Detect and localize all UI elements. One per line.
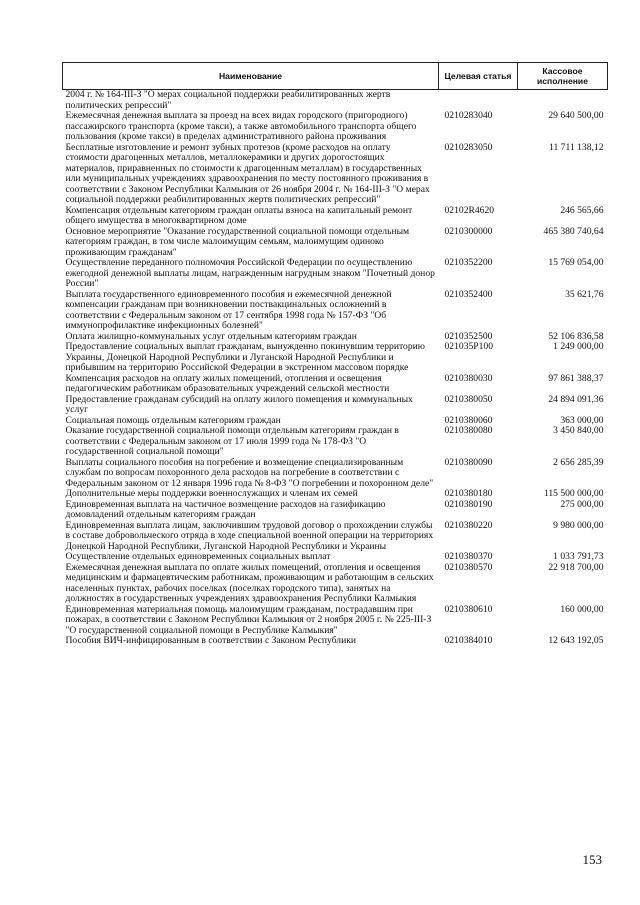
row-sum-cell: 363 000,00 [560, 414, 604, 426]
row-code-cell: 021035P100 [444, 341, 494, 352]
row-code-cell: 0210352200 [444, 257, 493, 268]
row-code-cell: 0210380370 [444, 551, 493, 562]
row-code-cell: 0210380060 [444, 414, 493, 426]
row-code-cell: 0210283050 [444, 141, 493, 153]
table-row [63, 500, 608, 521]
row-sum-cell [518, 90, 608, 112]
table-row [63, 90, 608, 112]
row-name-cell: Пособия ВИЧ-инфицированным в соответствии с Законом Республики [65, 635, 357, 646]
row-sum-cell: 12 643 192,05 [548, 635, 604, 646]
row-sum-cell: 115 500 000,00 [543, 488, 604, 499]
row-name-cell: Предоставление гражданам субсидий на оплату жилого помещения и коммунальных услуг [65, 393, 413, 415]
row-code-cell: 0210352400 [444, 288, 493, 300]
table-row [63, 426, 608, 458]
table-row [63, 605, 608, 637]
table-row [63, 111, 608, 143]
table-row [63, 227, 608, 259]
table-row [63, 489, 608, 500]
row-name-cell: Основное мероприятие "Оказание государственной социальной помощи отдельным категориям граждан, в том числе малоимущим семьям, малоимущим одиноко проживающим гражданам" [65, 225, 410, 258]
row-sum-cell: 15 769 054,00 [548, 257, 604, 268]
row-sum-cell: 52 106 836,58 [548, 330, 604, 342]
row-code-cell: 0210380220 [444, 519, 493, 531]
row-sum-cell: 29 640 500,00 [548, 110, 604, 121]
column-header-sum: Кассовое исполнение [518, 63, 608, 90]
row-code-cell [439, 90, 518, 112]
page-number: 153 [582, 852, 602, 867]
row-code-cell: 0210300000 [444, 225, 493, 237]
row-code-cell: 0210380190 [444, 498, 493, 510]
row-name-cell: Выплаты социального пособия на погребение и возмещение специализированным службам по вопросам похоронного дела расходов на погребение в соответствии с Федеральным законом от 12 января 1996 года № 8-ФЗ "О погребении и похоронном деле" [65, 456, 434, 489]
row-code-cell: 0210380180 [444, 488, 493, 499]
table-row [63, 258, 608, 290]
row-name-cell: Выплата государственного единовременного пособия и ежемесячной денежной компенсации гражданам при возникновении поствакцинальных осложнений в соответствии с Федеральным законом от 17 сентября 1998 года № 157-ФЗ "Об иммунопрофилактике инфекционных болезней" [65, 288, 392, 331]
row-name-cell: Социальная помощь отдельным категориям граждан [65, 414, 281, 426]
row-name-cell: Ежемесячная денежная выплата за проезд на всех видах городского (пригородного) пассажирского транспорта (кроме такси), а также автомобильного транспорта общего пользования (кроме такси) в пределах административного района проживания [65, 110, 417, 142]
row-name-cell: Компенсация расходов на оплату жилых помещений, отопления и освещения педагогическим работникам образовательных учреждений сельской местности [65, 372, 390, 394]
row-code-cell: 0210380030 [444, 372, 493, 384]
row-sum-cell: 24 894 091,36 [548, 393, 604, 405]
row-sum-cell: 3 450 840,00 [553, 425, 604, 436]
table-row [63, 395, 608, 416]
row-sum-cell: 1 033 791,73 [553, 551, 604, 562]
row-sum-cell: 1 249 000,00 [553, 341, 604, 352]
row-name-cell: Ежемесячная денежная выплата по оплате жилых помещений, отопления и освещения медицинским и фармацевтическим работникам, проживающим и работающим в сельских населенных пунктах, рабочих поселках (поселках городского типа), занятых на должностях в государственных учреждениях здравоохранения Республики Калмыкия [65, 561, 434, 604]
row-name-cell: Осуществление переданного полномочия Российской Федерации по осуществлению ежегодной денежной выплаты лицам, награжденным нагрудным знаком "Почетный донор России" [65, 257, 435, 289]
row-name-cell: Единовременная выплата лицам, заключившим трудовой договор о прохождении службы в составе добровольческого отряда в ходе специальной военной операции на территориях Донецкой Народной Республики, Луганской Народной Республики и Украины [65, 519, 434, 552]
document-page [62, 62, 607, 647]
row-sum-cell: 35 621,76 [565, 288, 604, 300]
row-sum-cell: 97 861 388,37 [548, 372, 604, 384]
row-code-cell: 0210380090 [444, 456, 493, 468]
row-name-cell: 2004 г. № 164-III-З "О мерах социальной поддержки реабилитированных жертв политических репрессий" [65, 89, 391, 111]
table-body [63, 90, 608, 647]
table-row [63, 636, 608, 647]
row-sum-cell: 9 980 000,00 [553, 519, 604, 531]
table-row [63, 290, 608, 332]
table-row [63, 342, 608, 374]
row-name-cell: Единовременная выплата на частичное возмещение расходов на газификацию домовладений отдельным категориям граждан [65, 498, 386, 520]
row-code-cell: 0210380080 [444, 425, 493, 436]
table-row [63, 374, 608, 395]
row-name-cell: Оплата жилищно-коммунальных услуг отдельным категориям граждан [65, 330, 357, 342]
table-row [63, 552, 608, 563]
row-sum-cell: 465 380 740,64 [543, 225, 604, 237]
budget-table [62, 62, 608, 647]
row-name-cell: Бесплатные изготовление и ремонт зубных протезов (кроме расходов на оплату стоимости драгоценных металлов, металлокерамики и других дорогостоящих материалов, приравненных по стоимости к драгоценным металлам) в государственных или муниципальных учреждениях здравоохранения по месту постоянного проживания в соответствии с Законом Республики Калмыкия от 26 ноября 2004 г. № 164-III-З "О мерах социальной поддержки реабилитированных жертв политических репрессий" [65, 141, 430, 205]
row-code-cell: 0210380610 [444, 603, 493, 615]
table-header-row [63, 63, 608, 90]
table-row [63, 563, 608, 605]
row-sum-cell: 275 000,00 [560, 498, 604, 510]
row-code-cell: 02102R4620 [444, 204, 495, 216]
column-header-code: Целевая статья [439, 63, 518, 90]
row-sum-cell: 160 000,00 [560, 603, 604, 615]
table-row [63, 143, 608, 206]
row-name-cell: Осуществление отдельных единовременных социальных выплат [65, 551, 331, 562]
row-code-cell: 0210384010 [444, 635, 493, 646]
row-sum-cell: 246 565,66 [560, 204, 604, 216]
row-sum-cell: 2 656 285,39 [553, 456, 604, 468]
row-code-cell: 0210352500 [444, 330, 493, 342]
table-row [63, 521, 608, 553]
row-code-cell: 0210283040 [444, 110, 493, 121]
row-sum-cell: 11 711 138,12 [549, 141, 604, 153]
row-name-cell: Компенсация отдельным категориям граждан оплаты взноса на капитальный ремонт общего имущества в многоквартирном доме [65, 204, 413, 226]
row-name-cell: Дополнительные меры поддержки военнослужащих и членам их семей [65, 488, 358, 499]
row-name-cell: Единовременная материальная помощь малоимущим гражданам, пострадавшим при пожарах, в соответствии с Законом Республики Калмыкия от 2 ноября 2005 г. № 225-III-З "О государственной социальной помощи в Республике Калмыкия" [65, 603, 432, 636]
table-row [63, 458, 608, 490]
row-code-cell: 0210380050 [444, 393, 493, 405]
row-code-cell: 0210380570 [444, 561, 493, 573]
row-name-cell: Предоставление социальных выплат гражданам, вынужденно покинувшим территорию Украины, Донецкой Народной Республики и Луганской Народной Республики и прибывшим на территорию Российской Федерации в экстренном массовом порядке [65, 341, 425, 373]
column-header-name: Наименование [63, 63, 439, 90]
table-row [63, 206, 608, 227]
row-sum-cell: 22 918 700,00 [548, 561, 604, 573]
row-name-cell: Оказание государственной социальной помощи отдельным категориям граждан в соответствии с Федеральным законом от 17 июля 1999 года № 178-ФЗ "О государственной социальной помощи" [65, 425, 399, 457]
